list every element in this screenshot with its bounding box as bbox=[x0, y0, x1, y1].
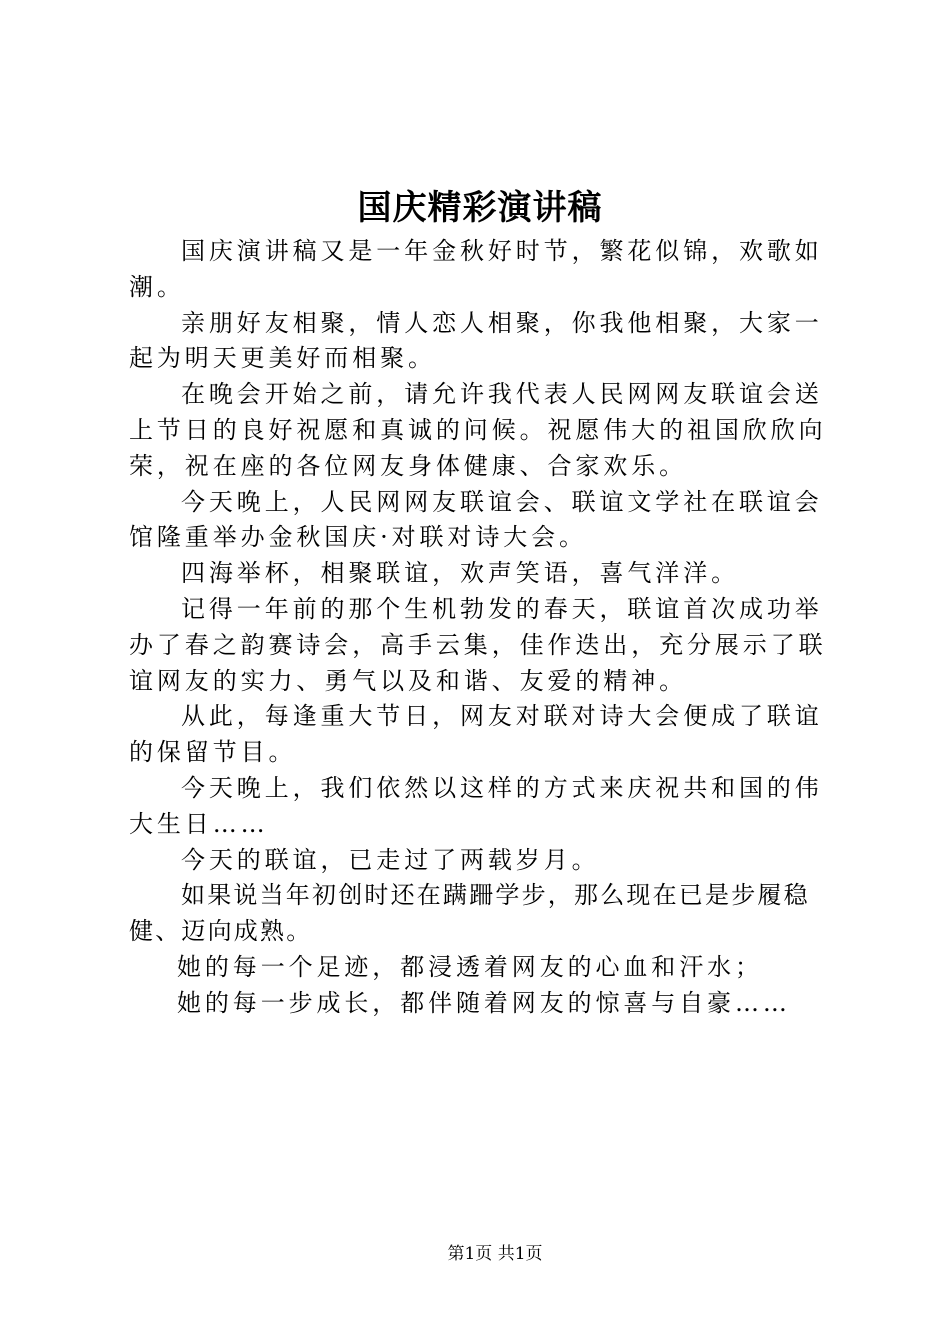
paragraph-1: 国庆演讲稿又是一年金秋好时节，繁花似锦，欢歌如潮。 bbox=[129, 237, 823, 301]
page-footer bbox=[0, 1242, 950, 1266]
paragraph-12: 她的每一步成长，都伴随着网友的惊喜与自豪…… bbox=[177, 988, 791, 1017]
document-body bbox=[129, 234, 839, 1022]
paragraph-11: 她的每一个足迹，都浸透着网友的心血和汗水； bbox=[177, 952, 763, 981]
paragraph-3: 在晚会开始之前，请允许我代表人民网网友联谊会送上节日的良好祝愿和真诚的问候。祝愿伟大的祖国欣欣向荣，祝在座的各位网友身体健康、合家欢乐。 bbox=[129, 380, 827, 480]
paragraph-7: 从此，每逢重大节日，网友对联对诗大会便成了联谊的保留节目。 bbox=[129, 702, 823, 767]
document-title: 国庆精彩演讲稿 bbox=[357, 188, 603, 228]
paragraph-6: 记得一年前的那个生机勃发的春天，联谊首次成功举办了春之韵赛诗会，高手云集，佳作迭出，充分展示了联谊网友的实力、勇气以及和谐、友爱的精神。 bbox=[129, 594, 827, 695]
paragraph-10: 如果说当年初创时还在蹒跚学步，那么现在已是步履稳健、迈向成熟。 bbox=[129, 881, 810, 946]
paragraph-5: 四海举杯，相聚联谊，欢声笑语，喜气洋洋。 bbox=[181, 559, 739, 588]
page-number-label: 第1页 共1页 bbox=[447, 1244, 543, 1264]
paragraph-4: 今天晚上，人民网网友联谊会、联谊文学社在联谊会馆隆重举办金秋国庆·对联对诗大会。 bbox=[129, 487, 823, 552]
paragraph-8: 今天晚上，我们依然以这样的方式来庆祝共和国的伟大生日…… bbox=[129, 773, 823, 838]
paragraph-2: 亲朋好友相聚，情人恋人相聚，你我他相聚，大家一起为明天更美好而相聚。 bbox=[129, 308, 823, 373]
paragraph-9: 今天的联谊，已走过了两载岁月。 bbox=[181, 845, 600, 874]
